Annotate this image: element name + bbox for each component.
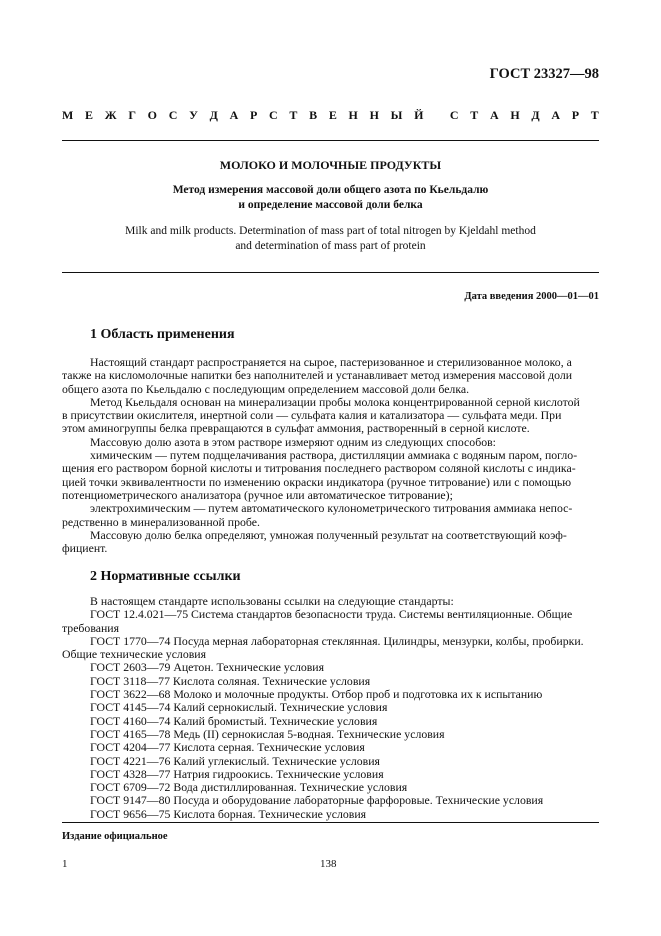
banner-letter: А [229,108,239,122]
banner-gap [435,108,438,123]
body-line: Массовую долю азота в этом растворе измеряют одним из следующих способов: [90,434,496,449]
banner-letter: Ы [390,108,403,122]
reference-line: ГОСТ 1770—74 Посуда мерная лабораторная стеклянная. Цилиндры, мензурки, колбы, пробирки. [90,633,584,648]
banner-letter: Ж [104,108,117,122]
banner-letter: С [269,108,278,122]
banner-letter: О [147,108,158,122]
title-rule [62,272,599,273]
references-intro: В настоящем стандарте использованы ссылки на следующие стандарты: [90,594,454,608]
english-title-line-1: Milk and milk products. Determination of mass part of total nitrogen by Kjeldahl method [125,225,536,237]
body-line: фициент. [62,541,108,556]
banner-letter: Н [369,108,379,122]
document-subtitle [62,183,599,213]
banner-letter: В [309,108,318,122]
body-line: Настоящий стандарт распространяется на сырое, пастеризованное и стерилизованное молоко, а [90,355,572,369]
banner-letter: Т [470,108,479,122]
body-line: цией точки эквивалентности по изменению окраски индикатора (ручное титрование) или с помощью [62,474,572,489]
section-1-body [62,356,599,555]
banner-letter: Е [85,108,94,122]
english-title-line-2: and determination of mass part of protein [235,240,426,252]
banner-letter: У [189,108,198,122]
document-code: ГОСТ 23327—98 [489,66,599,82]
reference-line: ГОСТ 4204—77 Кислота серная. Технические условия [90,740,365,755]
body-line: общего азота по Кьельдалю с последующим определением массовой доли белка. [62,381,470,396]
banner-letter: М [62,108,74,122]
body-line: в присутствии окислителя, инертной соли — сульфата калия и катализатора — сульфата меди. При [62,408,562,423]
reference-line: ГОСТ 9656—75 Кислота борная. Технические условия [90,806,367,821]
subtitle-line-1: Метод измерения массовой доли общего азота по Кьельдалю [172,184,489,196]
subtitle-line-2: и определение массовой доли белка [238,199,423,211]
banner-letter: Д [531,108,540,122]
banner-letter: С [168,108,178,122]
document-title: МОЛОКО И МОЛОЧНЫЕ ПРОДУКТЫ [219,158,442,172]
banner-letter: Й [414,108,424,122]
page-marker-left: 1 [62,858,68,870]
banner-letter: Н [348,108,358,122]
reference-line: ГОСТ 4145—74 Калий сернокислый. Технические условия [90,700,388,715]
reference-line: ГОСТ 3622—68 Молоко и молочные продукты. Отбор проб и подготовка их к испытанию [90,687,543,702]
reference-line: ГОСТ 4165—78 Медь (II) сернокислая 5-водная. Технические условия [90,726,445,741]
interstate-letters [62,108,599,123]
banner-letter: Г [128,108,136,122]
banner-letter: Р [249,108,258,122]
reference-line: Общие технические условия [62,647,207,662]
reference-line: ГОСТ 12.4.021—75 Система стандартов безопасности труда. Системы вентиляционные. Общие [90,607,573,622]
banner-letter: Т [289,108,298,122]
page-number: 138 [320,858,337,870]
reference-line: требования [62,620,120,635]
reference-line: ГОСТ 4328—77 Натрия гидроокись. Технические условия [90,766,384,781]
header-rule [62,140,599,141]
reference-line: ГОСТ 2603—79 Ацетон. Технические условия [90,660,325,675]
body-line: этом аминогруппы белка превращаются в сульфат аммония, растворенный в серной кислоте. [62,421,530,436]
section-1-heading: 1 Область применения [90,327,235,342]
introduction-date: Дата введения 2000—01—01 [464,291,599,302]
reference-line: ГОСТ 4221—76 Калий углекислый. Технические условия [90,753,380,768]
banner-letter: Т [590,108,599,122]
body-line: редственно в минерализованной пробе. [62,514,260,529]
official-edition-label: Издание официальное [62,831,168,842]
body-line: щения его раствором борной кислоты и титрования последнего раствором соляной кислоты с индика- [62,461,576,476]
english-title [62,224,599,254]
reference-line: ГОСТ 6709—72 Вода дистиллированная. Технические условия [90,780,408,795]
reference-line: ГОСТ 9147—80 Посуда и оборудование лабораторные фарфоровые. Технические условия [90,793,544,808]
body-line: Массовую долю белка определяют, умножая полученный результат на соответствующий коэф- [90,527,567,542]
banner-letter: С [449,108,459,122]
body-line: потенциометрического анализатора (ручное или автоматическое титрование); [62,487,453,502]
reference-line: ГОСТ 4160—74 Калий бромистый. Технические условия [90,713,378,728]
body-line: также на кисломолочные напитки без наполнителей и устанавливает метод измерения массовой доли [62,368,573,383]
body-line: электрохимическим — путем автоматического кулонометрического титрования аммиака непос- [90,501,573,516]
reference-line: ГОСТ 3118—77 Кислота соляная. Технические условия [90,673,371,688]
banner-letter: Д [209,108,218,122]
banner-letter: А [489,108,499,122]
section-2-body [62,595,599,821]
body-line: химическим — путем подщелачивания раствора, дистилляции аммиака с водяным паром, погло- [90,448,578,463]
banner-letter: Н [510,108,520,122]
section-2-heading: 2 Нормативные ссылки [90,569,241,584]
footer-rule [62,822,599,823]
interstate-standard-banner [62,108,599,123]
banner-letter: Р [571,108,580,122]
body-line: Метод Кьельдаля основан на минерализации пробы молока концентрированной серной кислотой [90,394,580,409]
banner-letter: А [551,108,561,122]
banner-letter: Е [328,108,337,122]
